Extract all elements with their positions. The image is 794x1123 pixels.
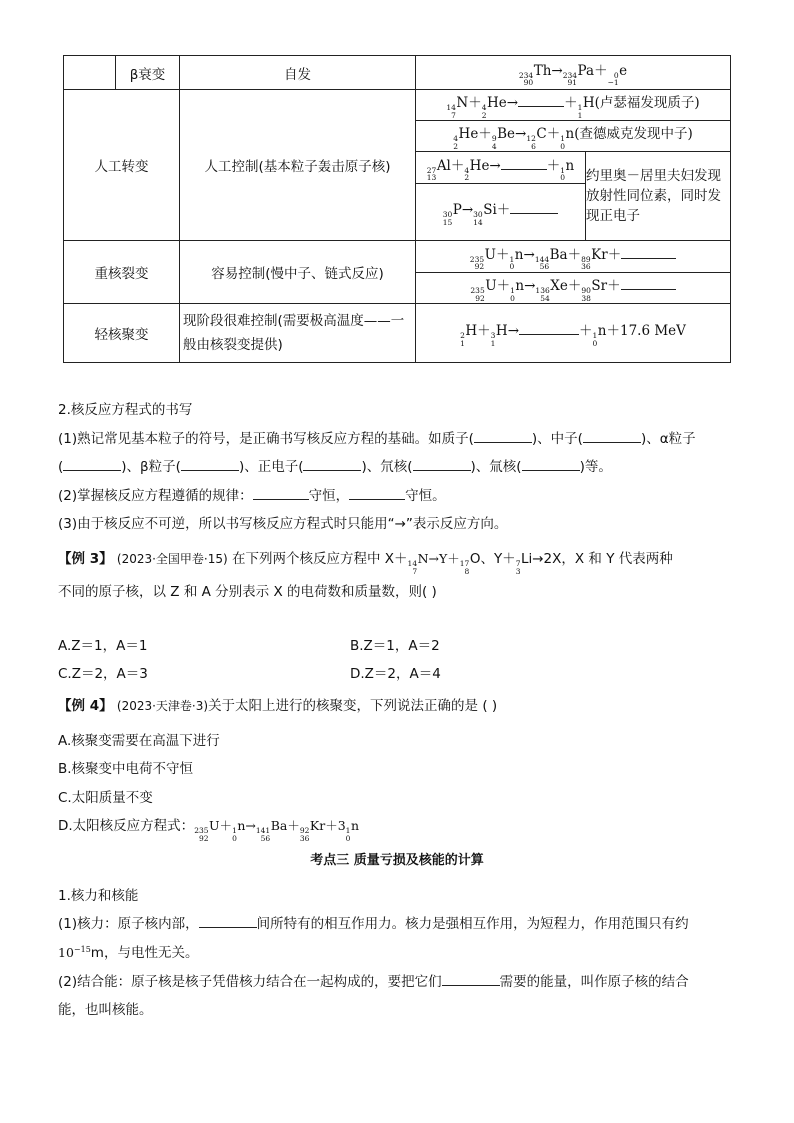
beta-decay-label: β衰变: [116, 56, 180, 90]
phosphorus-equation: 30 15 P→ 30 14 Si＋: [416, 184, 586, 241]
example4-option-a[interactable]: A.核聚变需要在高温下进行: [58, 733, 220, 749]
fusion-energy: ＋17.6 MeV: [606, 323, 686, 339]
example3-option-d[interactable]: D.Z＝2，A＝4: [350, 666, 441, 682]
example3-question: 【例 3】 (2023·全国甲卷·15) 在下列两个核反应方程中 X＋ 14 7 N→Y＋ 17 8 O、Y＋ 7 3 Li→2X，X 和 Y 代表两种: [58, 551, 673, 576]
beta-decay-eq-tail: Pa＋: [577, 62, 608, 79]
example4-option-c[interactable]: C.太阳质量不变: [58, 790, 153, 806]
section3-p2-line2: 能，也叫核能。: [58, 1002, 153, 1018]
example4-question: 【例 4】 (2023·天津卷·3)关于太阳上进行的核聚变，下列说法正确的是 ( ): [58, 698, 498, 714]
artificial-row-1: [64, 90, 731, 121]
example3-option-a[interactable]: A.Z＝1，A＝1: [58, 638, 148, 654]
fusion-equation: 2 1 H＋ 3 1 H→ ＋ 1 0 n＋17.6 MeV: [416, 304, 731, 363]
section3-p2-line1: (2)结合能：原子核是核子凭借核力结合在一起构成的，要把它们 需要的能量，叫作原子核的结合: [58, 974, 689, 990]
section2-p3: (3)由于核反应不可逆，所以书写核反应方程式时只能用“→”表示反应方向。: [58, 516, 508, 532]
section2-p1-line1: (1)熟记常见基本粒子的符号，是正确书写核反应方程的基础。如质子( )、中子( )、α粒子: [58, 431, 696, 447]
example3-question-line2: 不同的原子核，以 Z 和 A 分别表示 X 的电荷数和质量数，则( ): [58, 584, 437, 600]
fusion-label: 轻核聚变: [64, 304, 180, 363]
example3-tag: 【例 3】: [58, 551, 113, 567]
artificial-condition: 人工控制(基本粒子轰击原子核): [180, 90, 416, 241]
fission-row-1: [64, 241, 731, 273]
beta-decay-equation: 234 90 Th→ 234 91 Pa＋ 0 −1 e: [416, 56, 731, 90]
fusion-condition: 现阶段很难控制(需要极高温度——一般由核裂变提供): [180, 304, 416, 363]
fission-equation-2: 235 92 U＋ 1 0 n→ 136 54 Xe＋ 90 38 Sr＋: [416, 273, 731, 304]
aluminum-equation: 27 13 Al＋ 4 2 He→ ＋ 1 0 n: [416, 152, 586, 184]
fission-equation-1: 235 92 U＋ 1 0 n→ 144 56 Ba＋ 89 36 Kr＋: [416, 241, 731, 273]
proton-discovery-equation: 14 7 N＋ 4 2 He→ ＋ 1 1 H(卢瑟福发现质子): [416, 90, 731, 121]
proton-discovery-note: (卢瑟福发现质子): [594, 95, 700, 111]
example4-option-b[interactable]: B.核聚变中电荷不守恒: [58, 761, 194, 777]
example4-option-d[interactable]: D.太阳核反应方程式： 235 92 U＋ 1 0 n→ 141 56 Ba＋ 92 36 Kr＋3 1 0 n: [58, 818, 360, 843]
example4-source: (2023·天津卷·3): [116, 699, 209, 713]
section2-title: 2.核反应方程式的书写: [58, 402, 193, 418]
section3-p1-line1: (1)核力：原子核内部， 间所特有的相互作用力。核力是强相互作用，为短程力，作用范围只有约: [58, 916, 689, 932]
example4-tag: 【例 4】: [58, 698, 113, 714]
neutron-discovery-equation: 4 2 He＋ 9 4 Be→ 12 6 C＋ 1 0 n(查德威克发现中子): [416, 121, 731, 152]
beta-decay-row: [64, 56, 731, 90]
sun-fission-equation: 235 92 U＋ 1 0 n→ 141 56 Ba＋ 92 36 Kr＋3 1 0 n: [194, 818, 360, 843]
fusion-row: [64, 304, 731, 363]
section2-p2: (2)掌握核反应方程遵循的规律： 守恒， 守恒。: [58, 488, 446, 504]
section3-heading: 考点三 质量亏损及核能的计算: [310, 853, 484, 868]
fission-condition: 容易控制(慢中子、链式反应): [180, 241, 416, 304]
joliot-curie-note: 约里奥－居里夫妇发现放射性同位素，同时发现正电子: [586, 152, 731, 241]
fission-label: 重核裂变: [64, 241, 180, 304]
nuclear-reaction-table: [63, 55, 731, 363]
artificial-label: 人工转变: [64, 90, 180, 241]
neutron-discovery-note: (查德威克发现中子): [574, 126, 693, 142]
section3-title: 1.核力和核能: [58, 888, 139, 904]
table-cell-empty: [64, 56, 116, 90]
example3-option-c[interactable]: C.Z＝2，A＝3: [58, 666, 148, 682]
section2-p1-line2: ( )、β粒子( )、正电子( )、氘核( )、氚核( )等。: [58, 459, 612, 475]
example3-source: (2023·全国甲卷·15): [116, 552, 228, 566]
beta-decay-condition: 自发: [180, 56, 416, 90]
section3-p1-line2: $10^{-15}m$，与电性无关。: [58, 944, 199, 961]
example3-option-b[interactable]: B.Z＝1，A＝2: [350, 638, 440, 654]
